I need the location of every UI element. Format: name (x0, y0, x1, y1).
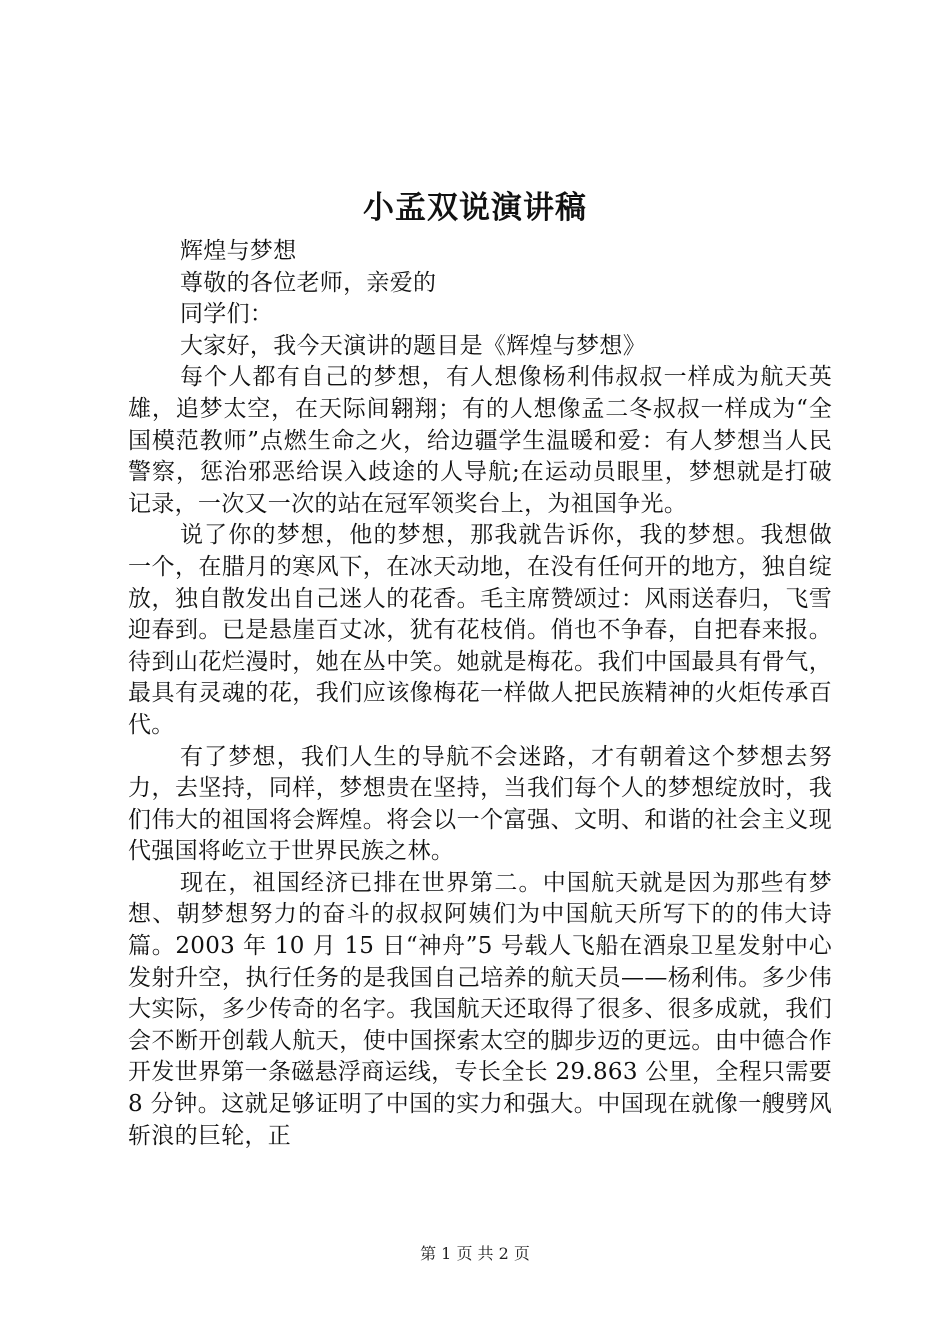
paragraph-2: 说了你的梦想，他的梦想，那我就告诉你，我的梦想。我想做一个，在腊月的寒风下，在冰天动地，在没有任何开的地方，独自绽放，独自散发出自己迷人的花香。毛主席赞颂过：风雨送春归，飞雪迎春到。已是悬崖百丈冰，犹有花枝俏。俏也不争春，自把春来报。待到山花烂漫时，她在丛中笑。她就是梅花。我们中国最具有骨气，最具有灵魂的花，我们应该像梅花一样做人把民族精神的火炬传承百代。 (128, 522, 832, 738)
paragraph-1: 每个人都有自己的梦想，有人想像杨利伟叔叔一样成为航天英雄，追梦太空，在天际间翱翔；有的人想像孟二冬叔叔一样成为“全国模范教师”点燃生命之火，给边疆学生温暖和爱：有人梦想当人民警察，惩治邪恶给误入歧途的人导航;在运动员眼里，梦想就是打破记录，一次又一次的站在冠军领奖台上，为祖国争光。 (128, 364, 832, 517)
greeting-line: 大家好，我今天演讲的题目是《辉煌与梦想》 (180, 332, 646, 359)
salutation-line-1: 尊敬的各位老师，亲爱的 (180, 269, 437, 296)
document-body (128, 236, 832, 1152)
page-footer: 第 1 页 共 2 页 (420, 1244, 530, 1263)
document-title: 小孟双说演讲稿 (363, 190, 587, 226)
salutation-line-2: 同学们： (180, 301, 274, 328)
speech-subtitle: 辉煌与梦想 (180, 238, 297, 264)
paragraph-4: 现在，祖国经济已排在世界第二。中国航天就是因为那些有梦想、朝梦想努力的奋斗的叔叔阿姨们为中国航天所写下的的伟大诗篇。2003 年 10 月 15 日“神舟”5 号载人飞船在酒泉卫星发射中心发射升空，执行任务的是我国自己培养的航天员——杨利伟。多少伟大实际，多少传奇的名字。我国航天还取得了很多、很多成就，我们会不断开创载人航天，使中国探索太空的脚步迈的更远。由中德合作开发世界第一条磁悬浮商运线，专长全长 29.863 公里，全程只需要 8 分钟。这就足够证明了中国的实力和强大。中国现在就像一艘劈风斩浪的巨轮，正 (128, 869, 832, 1149)
paragraph-3: 有了梦想，我们人生的导航不会迷路，才有朝着这个梦想去努力，去坚持，同样，梦想贵在坚持，当我们每个人的梦想绽放时，我们伟大的祖国将会辉煌。将会以一个富强、文明、和谐的社会主义现代强国将屹立于世界民族之林。 (128, 743, 832, 865)
